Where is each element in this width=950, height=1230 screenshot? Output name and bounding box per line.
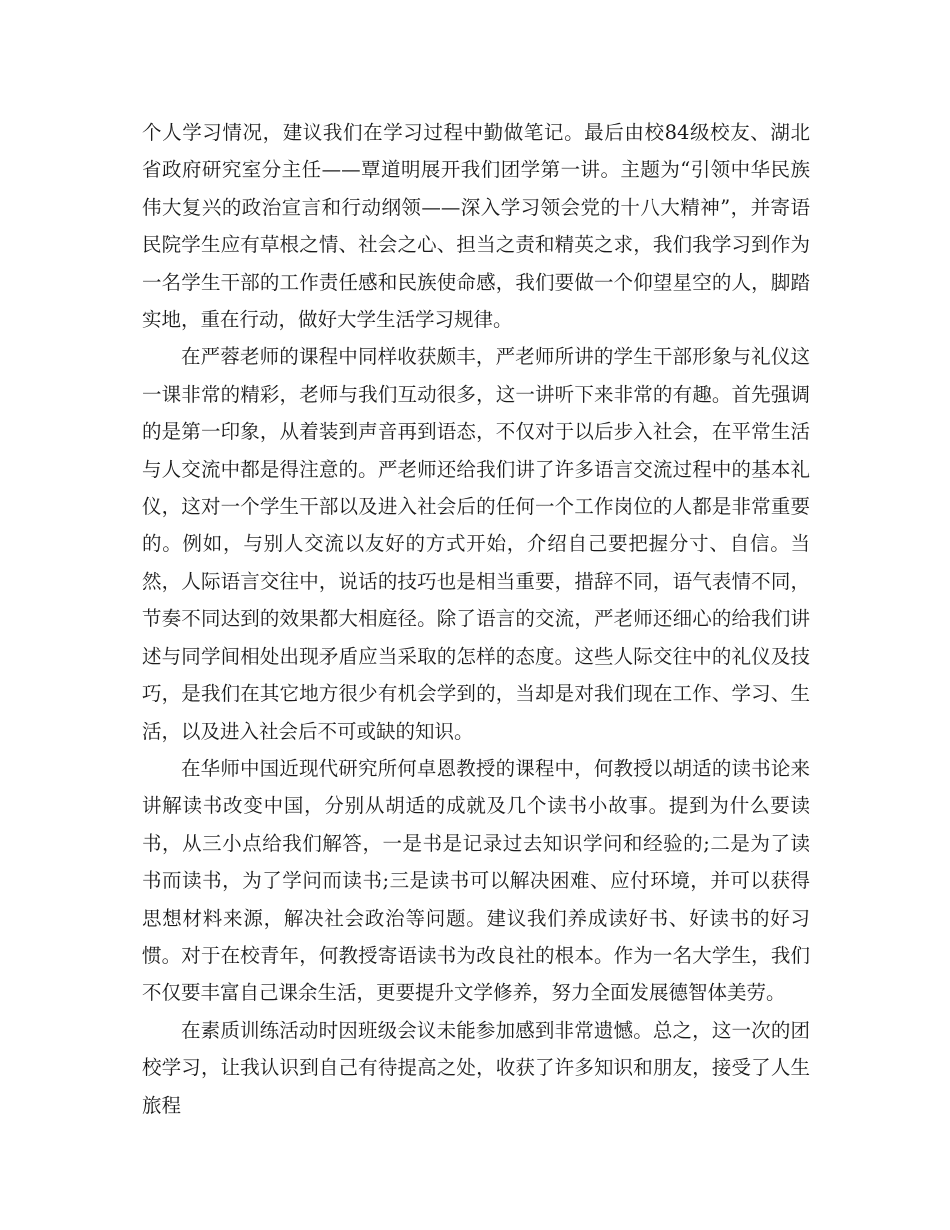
paragraph-etiquette-course: 在严蓉老师的课程中同样收获颇丰，严老师所讲的学生干部形象与礼仪这一课非常的精彩，老师与我们互动很多，这一讲听下来非常的有趣。首先强调的是第一印象，从着装到声音再到语态，不仅对于以后步入社会，在平常生活与人交流中都是得注意的。严老师还给我们讲了许多语言交流过程中的基本礼仪，这对一个学生干部以及进入社会后的任何一个工作岗位的人都是非常重要的。例如，与别人交流以友好的方式开始，介绍自己要把握分寸、自信。当然，人际语言交往中，说话的技巧也是相当重要，措辞不同，语气表情不同，节奏不同达到的效果都大相庭径。除了语言的交流，严老师还细心的给我们讲述与同学间相处出现矛盾应当采取的怎样的态度。这些人际交往中的礼仪及技巧，是我们在其它地方很少有机会学到的，当却是对我们现在工作、学习、生活，以及进入社会后不可或缺的知识。 [142, 345, 810, 743]
paragraph-conclusion: 在素质训练活动时因班级会议未能参加感到非常遗憾。总之，这一次的团校学习，让我认识到自己有待提高之处，收获了许多知识和朋友，接受了人生旅程 [142, 1018, 810, 1117]
document-body [142, 114, 810, 1124]
paragraph-continued: 个人学习情况，建议我们在学习过程中勤做笔记。最后由校84级校友、湖北省政府研究室分主任——覃道明展开我们团学第一讲。主题为“引领中华民族伟大复兴的政治宣言和行动纲领——深入学习领会党的十八大精神”，并寄语民院学生应有草根之情、社会之心、担当之责和精英之求，我们我学习到作为一名学生干部的工作责任感和民族使命感，我们要做一个仰望星空的人，脚踏实地，重在行动，做好大学生活学习规律。 [142, 121, 810, 332]
paragraph-reading-course: 在华师中国近现代研究所何卓恩教授的课程中，何教授以胡适的读书论来讲解读书改变中国，分别从胡适的成就及几个读书小故事。提到为什么要读书，从三小点给我们解答，一是书是记录过去知识学问和经验的;二是为了读书而读书，为了学问而读书;三是读书可以解决困难、应付环境，并可以获得思想材料来源，解决社会政治等问题。建议我们养成读好书、好读书的好习惯。对于在校青年，何教授寄语读书为改良社的根本。作为一名大学生，我们不仅要丰富自己课余生活，更要提升文学修养，努力全面发展德智体美劳。 [142, 756, 810, 1005]
